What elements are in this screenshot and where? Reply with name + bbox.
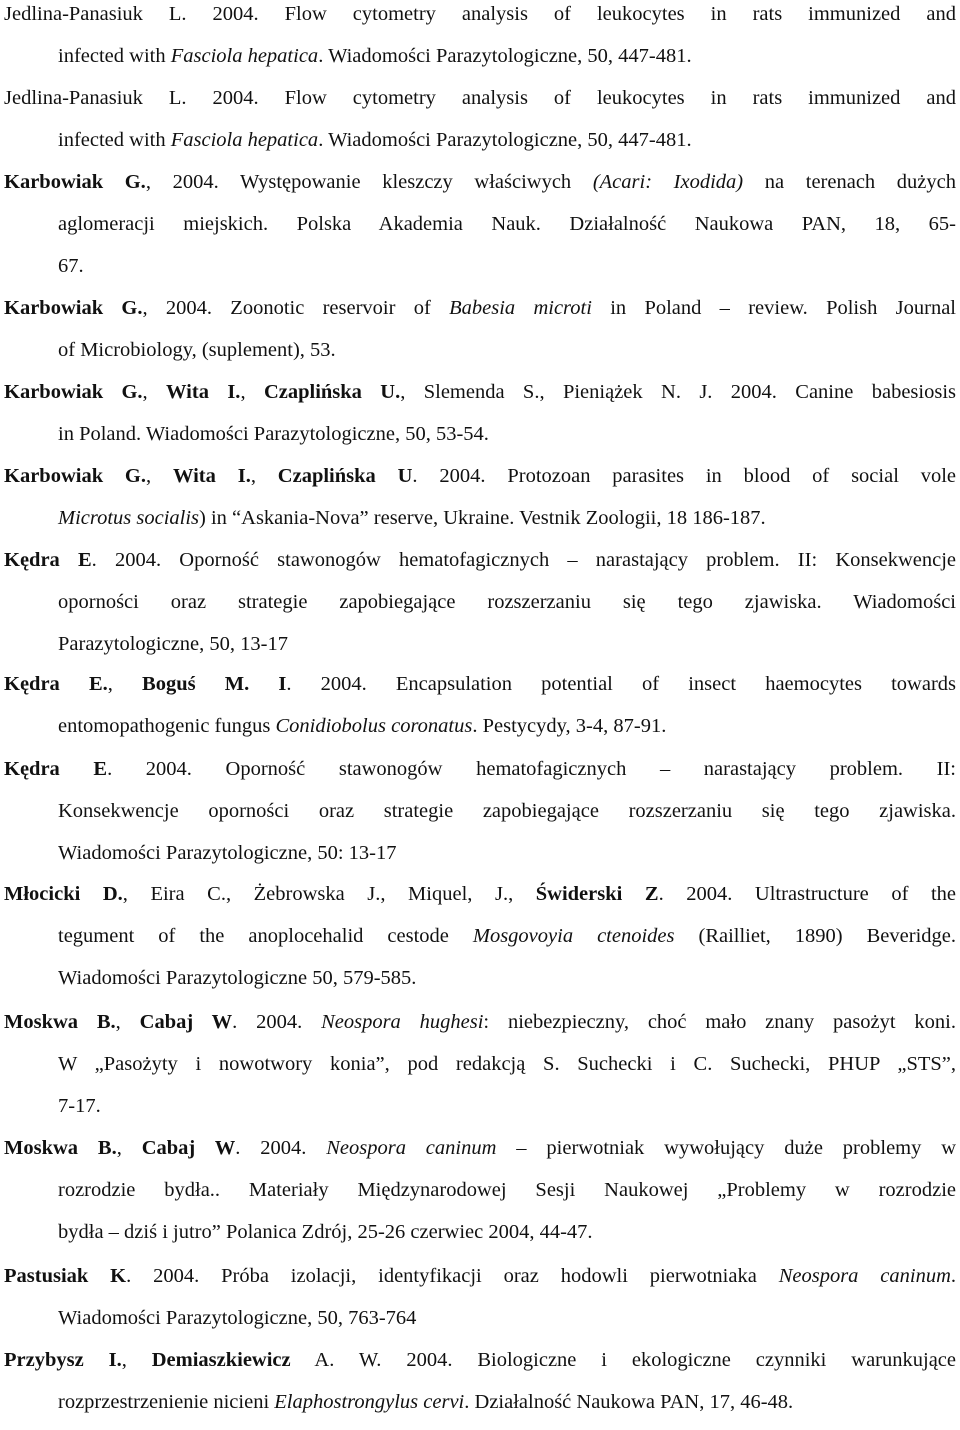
reference-line [4,420,956,462]
reference-entry [4,755,956,881]
author-name: Wita I. [166,381,241,403]
author-name: Kędra E [4,549,92,571]
reference-entry [4,670,956,754]
author-name: Pastusiak K [4,1265,127,1287]
reference-line [4,839,956,881]
reference-line [4,294,956,336]
reference-text: . 2004. Encapsulation potential of insect haemocytes towards [286,673,956,695]
reference-line [4,168,956,210]
reference-text: , [142,381,167,403]
italic-term: Microtus socialis [58,507,200,529]
reference-line [4,546,956,588]
reference-line [4,1346,956,1388]
reference-line [4,1262,956,1304]
reference-text: entomopathogenic fungus [58,715,276,737]
reference-text: rozprzestrzenienie nicieni [58,1391,275,1413]
reference-line [4,1304,956,1346]
italic-term: Neospora hughesi [321,1011,484,1033]
reference-line [4,0,956,42]
reference-text: , Slemenda S., Pieniążek N. J. 2004. Canine babesiosis [400,381,956,403]
reference-text: oporności oraz strategie zapobiegające rozszerzaniu się tego zjawiska. Wiadomości [58,591,956,613]
reference-text: . Wiadomości Parazytologiczne, 50, 447-481. [318,129,692,151]
reference-text: . 2004. Oporność stawonogów hematofagicznych – narastający problem. II: [107,758,956,780]
reference-line [4,1050,956,1092]
italic-term: Conidiobolus coronatus [275,715,473,737]
reference-text: . Pestycydy, 3-4, 87-91. [472,715,667,737]
reference-text: infected with [58,45,171,67]
italic-term: (Acari: Ixodida) [592,171,744,193]
reference-text: Jedlina-Panasiuk L. 2004. Flow cytometry analysis of leukocytes in rats immunized and [4,87,956,109]
italic-term: Neospora caninum [778,1265,951,1287]
reference-line [4,462,956,504]
reference-text: in Poland. Wiadomości Parazytologiczne, 50, 53-54. [58,423,489,445]
reference-text: . 2004. Protozoan parasites in blood of social vole [412,465,956,487]
reference-text: Wiadomości Parazytologiczne 50, 579-585. [58,967,417,989]
author-name: Wita I. [172,465,251,487]
reference-text: rozrodzie bydła.. Materiały Międzynarodowej Sesji Naukowej „Problemy w rozrodzie [58,1179,956,1201]
reference-text: . Działalność Naukowa PAN, 17, 46-48. [464,1391,794,1413]
reference-text: , [240,381,264,403]
reference-text: , 2004. Występowanie kleszczy właściwych [145,171,593,193]
reference-entry [4,168,956,294]
author-name: Czaplińska U. [263,381,401,403]
reference-entry [4,1262,956,1346]
reference-text: . [950,1265,956,1287]
reference-text: aglomeracji miejskich. Polska Akademia Nauk. Działalność Naukowa PAN, 18, 65- [58,213,956,235]
reference-text: . 2004. Próba izolacji, identyfikacji oraz hodowli pierwotniaka [126,1265,779,1287]
author-name: Moskwa B. [4,1011,116,1033]
reference-line [4,252,956,294]
italic-term: Neospora caninum [326,1137,497,1159]
author-name: Boguś M. I [142,673,287,695]
reference-text: A. W. 2004. Biologiczne i ekologiczne czynniki warunkujące [290,1349,956,1371]
italic-term: Babesia microti [449,297,592,319]
reference-line [4,1008,956,1050]
reference-line [4,42,956,84]
reference-text: 67. [58,255,84,277]
author-name: Kędra E [4,758,108,780]
reference-text: 7-17. [58,1095,101,1117]
reference-line [4,588,956,630]
author-name: Przybysz I. [4,1349,122,1371]
reference-line [4,336,956,378]
author-name: Karbowiak G. [4,171,146,193]
reference-text: ) in “Askania-Nova” reserve, Ukraine. Vestnik Zoologii, 18 186-187. [199,507,766,529]
reference-line [4,712,956,754]
reference-text: . 2004. [235,1137,327,1159]
reference-line [4,210,956,252]
reference-text: na terenach dużych [743,171,956,193]
reference-text: , 2004. Zoonotic reservoir of [142,297,450,319]
reference-line [4,1134,956,1176]
reference-text: (Railliet, 1890) Beveridge. [674,925,956,947]
author-name: Karbowiak G. [4,465,147,487]
reference-line [4,1092,956,1134]
author-name: Kędra E. [4,673,108,695]
reference-text: of Microbiology, (suplement), 53. [58,339,336,361]
reference-text: W „Pasożyty i nowotwory konia”, pod redakcją S. Suchecki i C. Suchecki, PHUP „STS”, [58,1053,956,1075]
reference-entry [4,0,956,84]
reference-entry [4,1134,956,1260]
reference-text: Wiadomości Parazytologiczne, 50, 763-764 [58,1307,417,1329]
reference-text: , [116,1137,142,1159]
reference-line [4,797,956,839]
reference-text: bydła – dziś i jutro” Polanica Zdrój, 25-26 czerwiec 2004, 44-47. [58,1221,593,1243]
reference-line [4,964,956,1006]
reference-line [4,378,956,420]
reference-text: . Wiadomości Parazytologiczne, 50, 447-481. [318,45,692,67]
reference-line [4,126,956,168]
reference-text: Jedlina-Panasiuk L. 2004. Flow cytometry analysis of leukocytes in rats immunized and [4,3,956,25]
italic-term: Fasciola hepatica [170,129,319,151]
reference-entry [4,378,956,462]
italic-term: Mosgovoyia ctenoides [472,925,675,947]
author-name: Moskwa B. [4,1137,117,1159]
author-name: Karbowiak G. [4,297,143,319]
reference-line [4,1218,956,1260]
reference-text: Parazytologiczne, 50, 13-17 [58,633,288,655]
reference-text: , [107,673,143,695]
reference-text: . 2004. [232,1011,322,1033]
reference-line [4,880,956,922]
reference-entry [4,546,956,672]
reference-line [4,504,956,546]
reference-entry [4,1008,956,1134]
author-name: Czaplińska U [277,465,413,487]
reference-text: – pierwotniak wywołujący duże problemy w [496,1137,956,1159]
reference-line [4,922,956,964]
reference-line [4,630,956,672]
reference-entry [4,462,956,546]
reference-text: infected with [58,129,171,151]
reference-line [4,84,956,126]
reference-text: , [115,1011,140,1033]
author-name: Karbowiak G. [4,381,143,403]
author-name: Świderski Z [535,883,659,905]
reference-line [4,755,956,797]
reference-text: Konsekwencje oporności oraz strategie zapobiegające rozszerzaniu się tego zjawiska. [58,800,956,822]
reference-entry [4,294,956,378]
reference-line [4,1388,956,1430]
reference-text: : niebezpieczny, choć mało znany pasożyt koni. [483,1011,956,1033]
reference-text: , [146,465,173,487]
italic-term: Elaphostrongylus cervi [274,1391,465,1413]
reference-line [4,670,956,712]
reference-line [4,1176,956,1218]
reference-text: . 2004. Oporność stawonogów hematofagicznych – narastający problem. II: Konsekwencje [91,549,956,571]
author-name: Młocicki D. [4,883,123,905]
reference-text: Wiadomości Parazytologiczne, 50: 13-17 [58,842,397,864]
reference-text: in Poland – review. Polish Journal [591,297,956,319]
reference-text: , Eira C., Żebrowska J., Miquel, J., [122,883,536,905]
author-name: Cabaj W [141,1137,236,1159]
reference-entry [4,84,956,168]
reference-text: , [250,465,278,487]
author-name: Cabaj W [139,1011,233,1033]
reference-entry [4,880,956,1006]
reference-text: , [121,1349,152,1371]
italic-term: Fasciola hepatica [170,45,319,67]
reference-entry [4,1346,956,1430]
reference-text: tegument of the anoplocehalid cestode [58,925,473,947]
reference-text: . 2004. Ultrastructure of the [658,883,956,905]
author-name: Demiaszkiewicz [151,1349,291,1371]
